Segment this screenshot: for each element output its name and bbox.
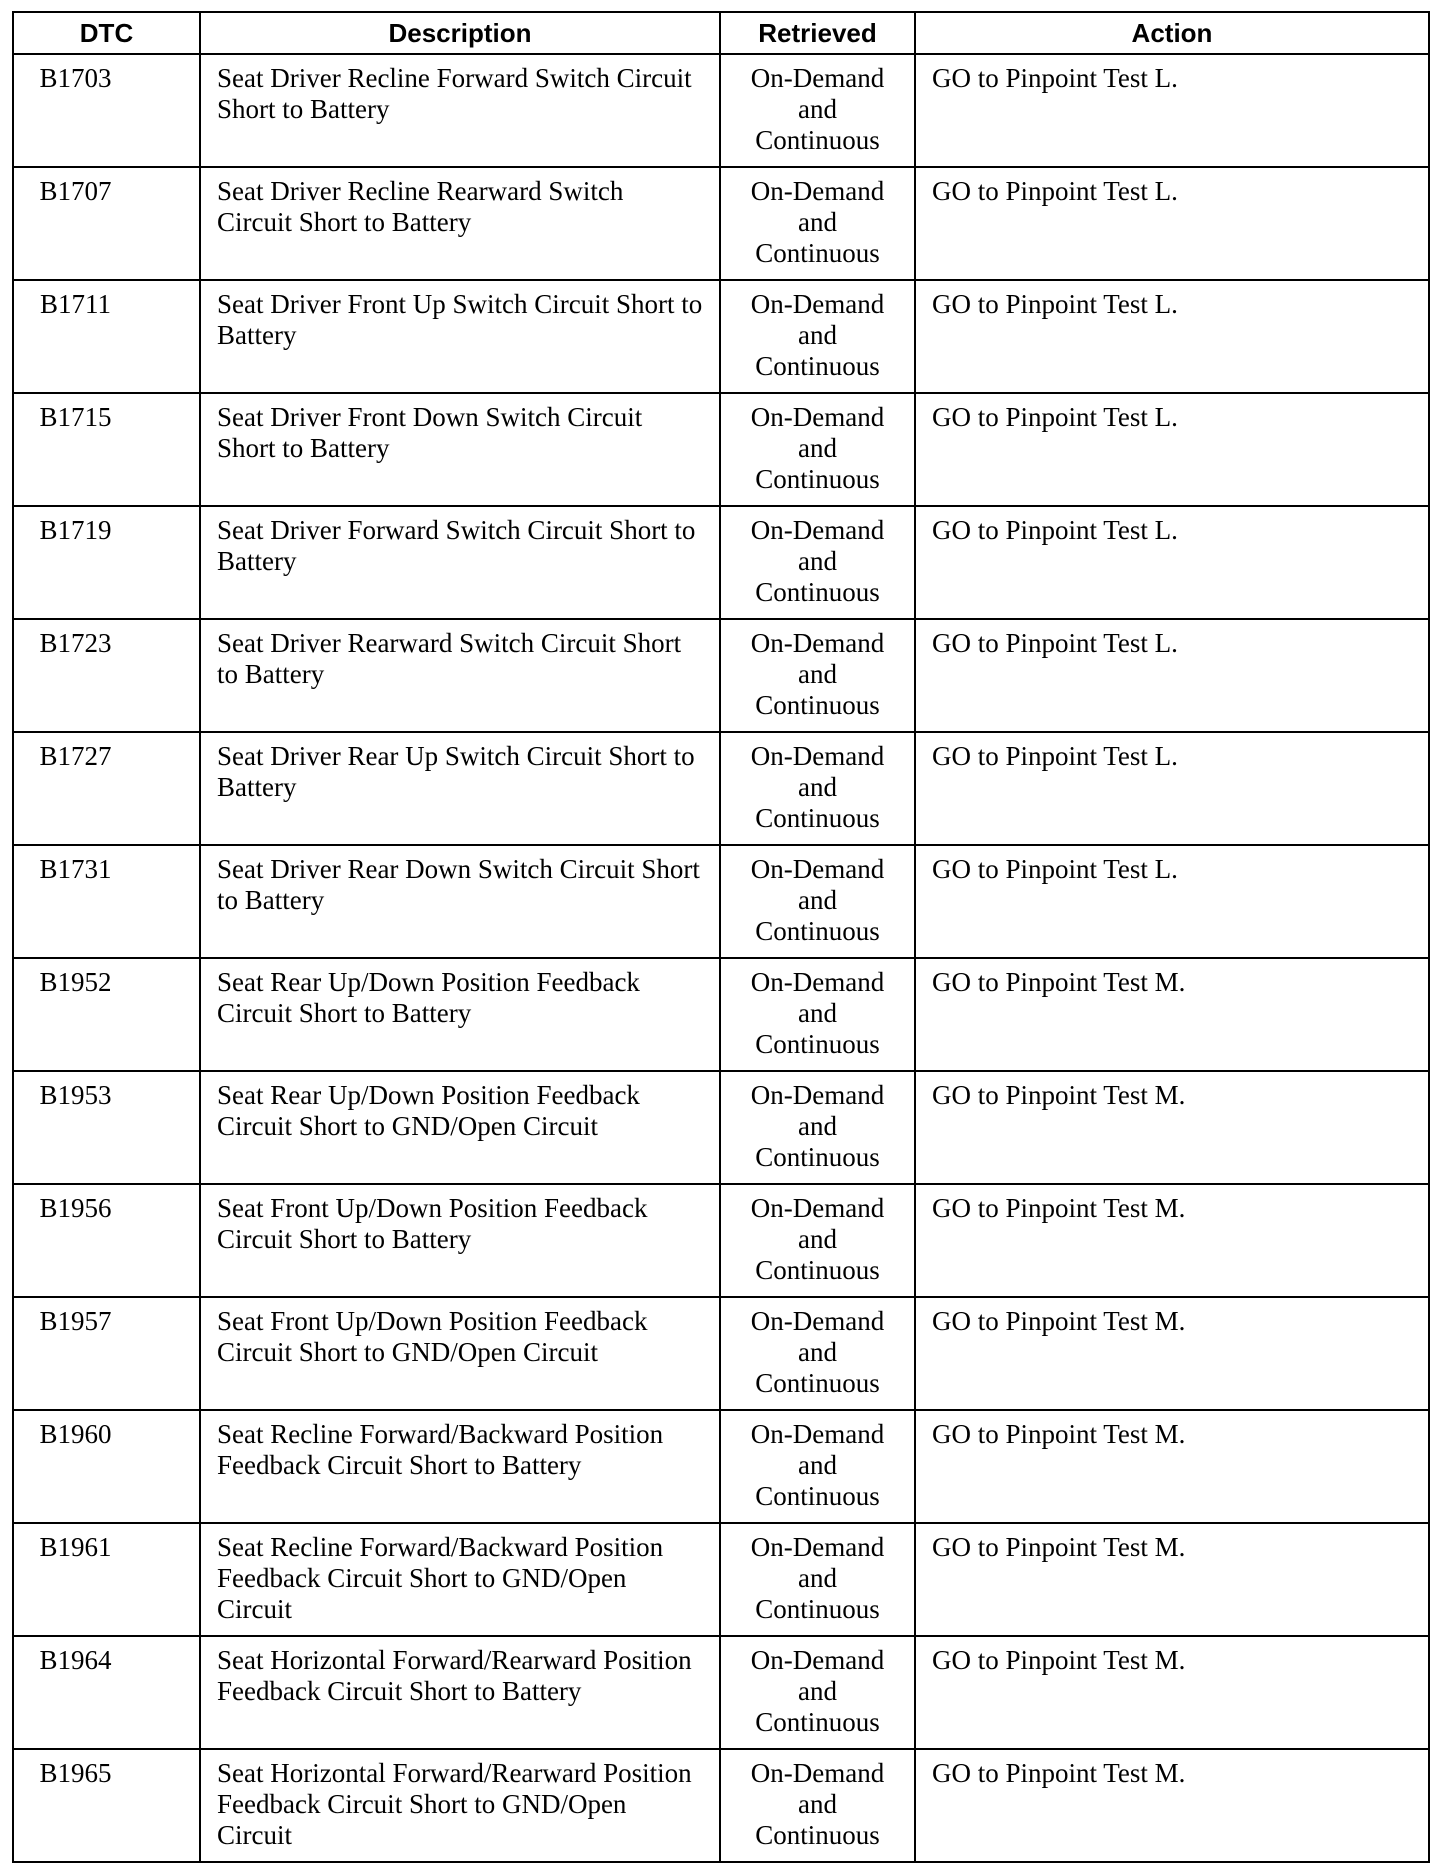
retrieved-line: On-Demand xyxy=(750,1193,885,1223)
retrieved-line: Continuous xyxy=(755,1481,880,1511)
retrieved-line: Continuous xyxy=(755,690,880,720)
dtc-code: B1956 xyxy=(39,1193,112,1223)
header-description: Description xyxy=(200,12,720,54)
table-row xyxy=(13,167,1429,280)
dtc-code: B1961 xyxy=(39,1532,112,1562)
retrieved-line: Continuous xyxy=(755,238,880,268)
dtc-code: B1731 xyxy=(39,854,112,884)
cell-action: GO to Pinpoint Test M. xyxy=(915,1184,1429,1297)
cell-description: Seat Driver Rearward Switch Circuit Short to Battery xyxy=(200,619,720,732)
cell-retrieved xyxy=(720,1071,915,1184)
cell-retrieved xyxy=(720,393,915,506)
cell-dtc xyxy=(13,54,200,167)
cell-retrieved xyxy=(720,1410,915,1523)
cell-action: GO to Pinpoint Test M. xyxy=(915,1523,1429,1636)
dtc-code: B1715 xyxy=(39,402,112,432)
table-row xyxy=(13,1749,1429,1862)
retrieved-line: On-Demand xyxy=(750,176,885,206)
retrieved-line: On-Demand xyxy=(750,967,885,997)
retrieved-line: and xyxy=(798,885,837,915)
retrieved-line: Continuous xyxy=(755,1255,880,1285)
retrieved-line: and xyxy=(798,772,837,802)
cell-action: GO to Pinpoint Test L. xyxy=(915,54,1429,167)
cell-description: Seat Driver Forward Switch Circuit Short to Battery xyxy=(200,506,720,619)
retrieved-line: Continuous xyxy=(755,916,880,946)
cell-description: Seat Rear Up/Down Position Feedback Circuit Short to GND/Open Circuit xyxy=(200,1071,720,1184)
dtc-code: B1723 xyxy=(39,628,112,658)
cell-description: Seat Horizontal Forward/Rearward Position Feedback Circuit Short to Battery xyxy=(200,1636,720,1749)
header-row xyxy=(13,12,1429,54)
dtc-code: B1707 xyxy=(39,176,112,206)
cell-description: Seat Driver Rear Up Switch Circuit Short to Battery xyxy=(200,732,720,845)
table-row xyxy=(13,393,1429,506)
cell-retrieved xyxy=(720,167,915,280)
cell-dtc xyxy=(13,732,200,845)
retrieved-line: Continuous xyxy=(755,125,880,155)
retrieved-line: Continuous xyxy=(755,1029,880,1059)
cell-retrieved xyxy=(720,732,915,845)
retrieved-line: On-Demand xyxy=(750,628,885,658)
retrieved-line: On-Demand xyxy=(750,402,885,432)
retrieved-line: and xyxy=(798,1789,837,1819)
cell-dtc xyxy=(13,167,200,280)
cell-action: GO to Pinpoint Test L. xyxy=(915,506,1429,619)
dtc-code: B1727 xyxy=(39,741,112,771)
retrieved-line: and xyxy=(798,433,837,463)
table-row xyxy=(13,1636,1429,1749)
cell-description: Seat Recline Forward/Backward Position Feedback Circuit Short to Battery xyxy=(200,1410,720,1523)
table-row xyxy=(13,506,1429,619)
dtc-table xyxy=(12,11,1430,1863)
cell-action: GO to Pinpoint Test M. xyxy=(915,958,1429,1071)
cell-dtc xyxy=(13,1297,200,1410)
cell-retrieved xyxy=(720,54,915,167)
cell-action: GO to Pinpoint Test L. xyxy=(915,732,1429,845)
cell-description: Seat Driver Recline Forward Switch Circuit Short to Battery xyxy=(200,54,720,167)
retrieved-line: On-Demand xyxy=(750,289,885,319)
cell-action: GO to Pinpoint Test M. xyxy=(915,1297,1429,1410)
dtc-code: B1953 xyxy=(39,1080,112,1110)
cell-action: GO to Pinpoint Test L. xyxy=(915,845,1429,958)
retrieved-line: On-Demand xyxy=(750,1419,885,1449)
retrieved-line: and xyxy=(798,1111,837,1141)
cell-retrieved xyxy=(720,1184,915,1297)
cell-dtc xyxy=(13,619,200,732)
cell-description: Seat Driver Recline Rearward Switch Circuit Short to Battery xyxy=(200,167,720,280)
cell-retrieved xyxy=(720,1297,915,1410)
table-row xyxy=(13,732,1429,845)
cell-dtc xyxy=(13,280,200,393)
retrieved-line: On-Demand xyxy=(750,1645,885,1675)
retrieved-line: and xyxy=(798,1450,837,1480)
cell-retrieved xyxy=(720,1636,915,1749)
cell-description: Seat Horizontal Forward/Rearward Position Feedback Circuit Short to GND/Open Circuit xyxy=(200,1749,720,1862)
retrieved-line: On-Demand xyxy=(750,515,885,545)
cell-description: Seat Front Up/Down Position Feedback Circuit Short to GND/Open Circuit xyxy=(200,1297,720,1410)
cell-description: Seat Recline Forward/Backward Position Feedback Circuit Short to GND/Open Circuit xyxy=(200,1523,720,1636)
cell-dtc xyxy=(13,1184,200,1297)
retrieved-line: On-Demand xyxy=(750,1532,885,1562)
retrieved-line: Continuous xyxy=(755,1142,880,1172)
cell-retrieved xyxy=(720,280,915,393)
table-body xyxy=(13,54,1429,1862)
cell-dtc xyxy=(13,393,200,506)
retrieved-line: Continuous xyxy=(755,1368,880,1398)
cell-description: Seat Driver Front Up Switch Circuit Short to Battery xyxy=(200,280,720,393)
cell-dtc xyxy=(13,1410,200,1523)
retrieved-line: On-Demand xyxy=(750,1758,885,1788)
retrieved-line: Continuous xyxy=(755,464,880,494)
table-row xyxy=(13,619,1429,732)
retrieved-line: and xyxy=(798,94,837,124)
table-row xyxy=(13,845,1429,958)
cell-description: Seat Driver Rear Down Switch Circuit Short to Battery xyxy=(200,845,720,958)
cell-retrieved xyxy=(720,506,915,619)
cell-retrieved xyxy=(720,1523,915,1636)
cell-description: Seat Rear Up/Down Position Feedback Circuit Short to Battery xyxy=(200,958,720,1071)
dtc-code: B1703 xyxy=(39,63,112,93)
dtc-code: B1719 xyxy=(39,515,112,545)
cell-action: GO to Pinpoint Test L. xyxy=(915,280,1429,393)
cell-action: GO to Pinpoint Test M. xyxy=(915,1636,1429,1749)
table-row xyxy=(13,1410,1429,1523)
dtc-table-sheet xyxy=(12,11,1428,1850)
retrieved-line: and xyxy=(798,546,837,576)
table-row xyxy=(13,958,1429,1071)
cell-retrieved xyxy=(720,1749,915,1862)
cell-dtc xyxy=(13,1071,200,1184)
dtc-code: B1964 xyxy=(39,1645,112,1675)
retrieved-line: Continuous xyxy=(755,1594,880,1624)
retrieved-line: On-Demand xyxy=(750,1306,885,1336)
cell-action: GO to Pinpoint Test M. xyxy=(915,1071,1429,1184)
retrieved-line: Continuous xyxy=(755,1707,880,1737)
cell-dtc xyxy=(13,845,200,958)
retrieved-line: and xyxy=(798,207,837,237)
table-row xyxy=(13,280,1429,393)
cell-dtc xyxy=(13,958,200,1071)
cell-action: GO to Pinpoint Test L. xyxy=(915,167,1429,280)
retrieved-line: On-Demand xyxy=(750,1080,885,1110)
retrieved-line: On-Demand xyxy=(750,854,885,884)
retrieved-line: Continuous xyxy=(755,351,880,381)
retrieved-line: Continuous xyxy=(755,803,880,833)
retrieved-line: and xyxy=(798,1676,837,1706)
retrieved-line: and xyxy=(798,1563,837,1593)
header-action: Action xyxy=(915,12,1429,54)
retrieved-line: and xyxy=(798,1337,837,1367)
cell-dtc xyxy=(13,506,200,619)
retrieved-line: Continuous xyxy=(755,577,880,607)
cell-action: GO to Pinpoint Test M. xyxy=(915,1410,1429,1523)
cell-action: GO to Pinpoint Test L. xyxy=(915,393,1429,506)
retrieved-line: and xyxy=(798,1224,837,1254)
header-dtc: DTC xyxy=(13,12,200,54)
cell-retrieved xyxy=(720,958,915,1071)
cell-action: GO to Pinpoint Test L. xyxy=(915,619,1429,732)
retrieved-line: On-Demand xyxy=(750,63,885,93)
table-row xyxy=(13,1297,1429,1410)
cell-dtc xyxy=(13,1636,200,1749)
retrieved-line: Continuous xyxy=(755,1820,880,1850)
dtc-code: B1952 xyxy=(39,967,112,997)
retrieved-line: and xyxy=(798,320,837,350)
retrieved-line: and xyxy=(798,659,837,689)
dtc-code: B1960 xyxy=(39,1419,112,1449)
table-row xyxy=(13,1523,1429,1636)
dtc-code: B1711 xyxy=(39,289,111,319)
retrieved-line: On-Demand xyxy=(750,741,885,771)
table-row xyxy=(13,1184,1429,1297)
table-row xyxy=(13,54,1429,167)
cell-description: Seat Front Up/Down Position Feedback Circuit Short to Battery xyxy=(200,1184,720,1297)
dtc-code: B1957 xyxy=(39,1306,112,1336)
header-retrieved: Retrieved xyxy=(720,12,915,54)
cell-action: GO to Pinpoint Test M. xyxy=(915,1749,1429,1862)
cell-retrieved xyxy=(720,845,915,958)
cell-dtc xyxy=(13,1749,200,1862)
table-header xyxy=(13,12,1429,54)
dtc-code: B1965 xyxy=(39,1758,112,1788)
table-row xyxy=(13,1071,1429,1184)
cell-retrieved xyxy=(720,619,915,732)
retrieved-line: and xyxy=(798,998,837,1028)
cell-description: Seat Driver Front Down Switch Circuit Short to Battery xyxy=(200,393,720,506)
cell-dtc xyxy=(13,1523,200,1636)
